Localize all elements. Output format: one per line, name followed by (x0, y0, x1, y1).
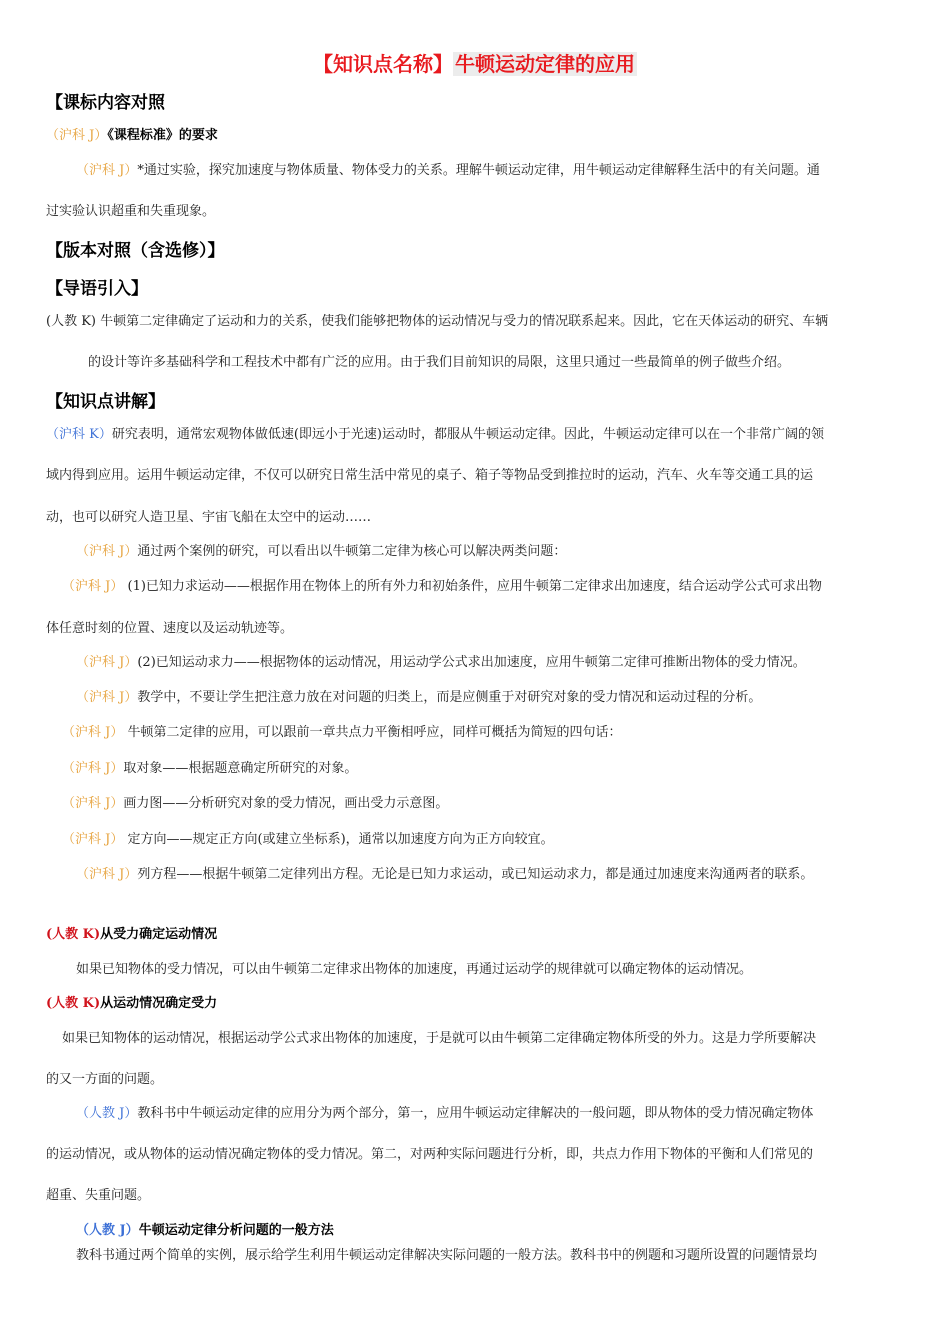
source-tag: (人教 K) (46, 996, 101, 1011)
curriculum-para-line2: 过实验认识超重和失重现象。 (46, 204, 216, 219)
paragraph-text: 取对象——根据题意确定所研究的对象。 (123, 761, 358, 776)
source-tag: （沪科 J） (62, 761, 124, 776)
section-intro: 【导语引入】 (46, 279, 148, 299)
source-tag: （人教 J） (76, 1223, 139, 1238)
paragraph-text: 列方程——根据牛顿第二定律列出方程。无论是已知力求运动，或已知运动求力，都是通过加速度来沟通两者的联系。 (137, 867, 814, 882)
explain-p2 (76, 543, 566, 560)
subsection-title: 从运动情况确定受力 (100, 996, 218, 1011)
explain-p8 (62, 795, 448, 812)
renjiao-s2-line2: 的又一方面的问题。 (46, 1072, 164, 1087)
paragraph-text: 牛顿第二定律的应用，可以跟前一章共点力平衡相呼应，同样可概括为简短的四句话： (123, 725, 622, 740)
explain-p4 (76, 654, 806, 671)
section-explain: 【知识点讲解】 (46, 392, 165, 412)
intro-line2: 的设计等许多基础科学和工程技术中都有广泛的应用。由于我们目前知识的局限，这里只通过一些最简单的例子做些介绍。 (88, 355, 791, 370)
source-tag: （沪科 J） (62, 725, 124, 740)
curriculum-para-line1 (76, 162, 820, 179)
renjiao-p3-line1 (76, 1105, 813, 1122)
intro-line1: (人教 K) 牛顿第二定律确定了运动和力的关系，使我们能够把物体的运动情况与受力的情况联系起来。因此，它在天体运动的研究、车辆 (46, 314, 829, 329)
renjiao-p4-line1: 教科书通过两个简单的实例，展示给学生利用牛顿运动定律解决实际问题的一般方法。教科书中的例题和习题所设置的问题情景均 (76, 1248, 818, 1263)
explain-p1-line3: 动，也可以研究人造卫星、宇宙飞船在太空中的运动…… (46, 510, 372, 525)
explain-p5 (76, 689, 761, 706)
renjiao-p3-line2: 的运动情况，或从物体的运动情况确定物体的受力情况。第二，对两种实际问题进行分析，即，共点力作用下物体的平衡和人们常见的 (46, 1147, 814, 1162)
source-tag: （沪科 J） (62, 579, 124, 594)
title-prefix: 【知识点名称】 (313, 52, 453, 76)
source-tag: （人教 J） (76, 1106, 138, 1121)
paragraph-text: (1)已知力求运动——根据作用在物体上的所有外力和初始条件，应用牛顿第二定律求出加速度，结合运动学公式可求出物 (123, 579, 822, 594)
source-tag: （沪科 J） (76, 867, 138, 882)
paragraph-text: 通过两个案例的研究，可以看出以牛顿第二定律为核心可以解决两类问题： (137, 544, 567, 559)
explain-p1-line2: 域内得到应用。运用牛顿运动定律，不仅可以研究日常生活中常见的桌子、箱子等物品受到推拉时的运动，汽车、火车等交通工具的运 (46, 468, 814, 483)
renjiao-p3-line3: 超重、失重问题。 (46, 1188, 151, 1203)
section-curriculum: 【课标内容对照 (46, 93, 165, 113)
renjiao-s2-heading (46, 995, 217, 1012)
explain-p3-line2: 体任意时刻的位置、速度以及运动轨迹等。 (46, 621, 294, 636)
subsection-title: 从受力确定运动情况 (100, 927, 218, 942)
paragraph-text: 研究表明，通常宏观物体做低速(即远小于光速)运动时，都服从牛顿运动定律。因此，牛顿运动定律可以在一个非常广阔的领 (111, 427, 825, 442)
subsection-title: 牛顿运动定律分析问题的一般方法 (138, 1223, 334, 1238)
page-title (0, 48, 950, 77)
paragraph-text: 定方向——规定正方向(或建立坐标系)，通常以加速度方向为正方向较宜。 (123, 832, 554, 847)
renjiao-s3-heading (76, 1222, 334, 1239)
renjiao-s1-text: 如果已知物体的受力情况，可以由牛顿第二定律求出物体的加速度，再通过运动学的规律就可以确定物体的运动情况。 (76, 962, 753, 977)
curriculum-req-title: 《课程标准》的要求 (107, 128, 218, 143)
source-tag: (人教 K) (46, 927, 101, 942)
source-tag: （沪科 J） (76, 544, 138, 559)
explain-p9 (62, 831, 554, 848)
source-tag: （沪科 J） (76, 163, 138, 178)
source-tag: （沪科 J） (76, 655, 138, 670)
paragraph-text: (2)已知运动求力——根据物体的运动情况，用运动学公式求出加速度，应用牛顿第二定律可推断出物体的受力情况。 (137, 655, 806, 670)
section-versions: 【版本对照（含选修）】 (46, 241, 225, 261)
explain-p3-line1 (62, 578, 822, 595)
explain-p10 (76, 866, 813, 883)
source-tag: （沪科 K） (46, 427, 112, 442)
explain-p7 (62, 760, 357, 777)
source-tag: （沪科 J） (76, 690, 138, 705)
explain-p1-line1 (46, 426, 824, 443)
paragraph-text: 画力图——分析研究对象的受力情况，画出受力示意图。 (123, 796, 449, 811)
curriculum-req-line (46, 127, 218, 144)
explain-p6 (62, 724, 622, 741)
source-tag: （沪科 J） (62, 832, 124, 847)
paragraph-text: *通过实验，探究加速度与物体质量、物体受力的关系。理解牛顿运动定律，用牛顿运动定律解释生活中的有关问题。通 (137, 163, 820, 178)
source-tag: （沪科 J） (62, 796, 124, 811)
paragraph-text: 教科书中牛顿运动定律的应用分为两个部分，第一，应用牛顿运动定律解决的一般问题，即从物体的受力情况确定物体 (137, 1106, 814, 1121)
renjiao-s1-heading (46, 926, 217, 943)
paragraph-text: 教学中，不要让学生把注意力放在对问题的归类上，而是应侧重于对研究对象的受力情况和运动过程的分析。 (137, 690, 762, 705)
title-name: 牛顿运动定律的应用 (455, 52, 635, 76)
source-tag: （沪科 J） (46, 128, 108, 143)
renjiao-s2-line1: 如果已知物体的运动情况，根据运动学公式求出物体的加速度，于是就可以由牛顿第二定律确定物体所受的外力。这是力学所要解决 (62, 1031, 817, 1046)
